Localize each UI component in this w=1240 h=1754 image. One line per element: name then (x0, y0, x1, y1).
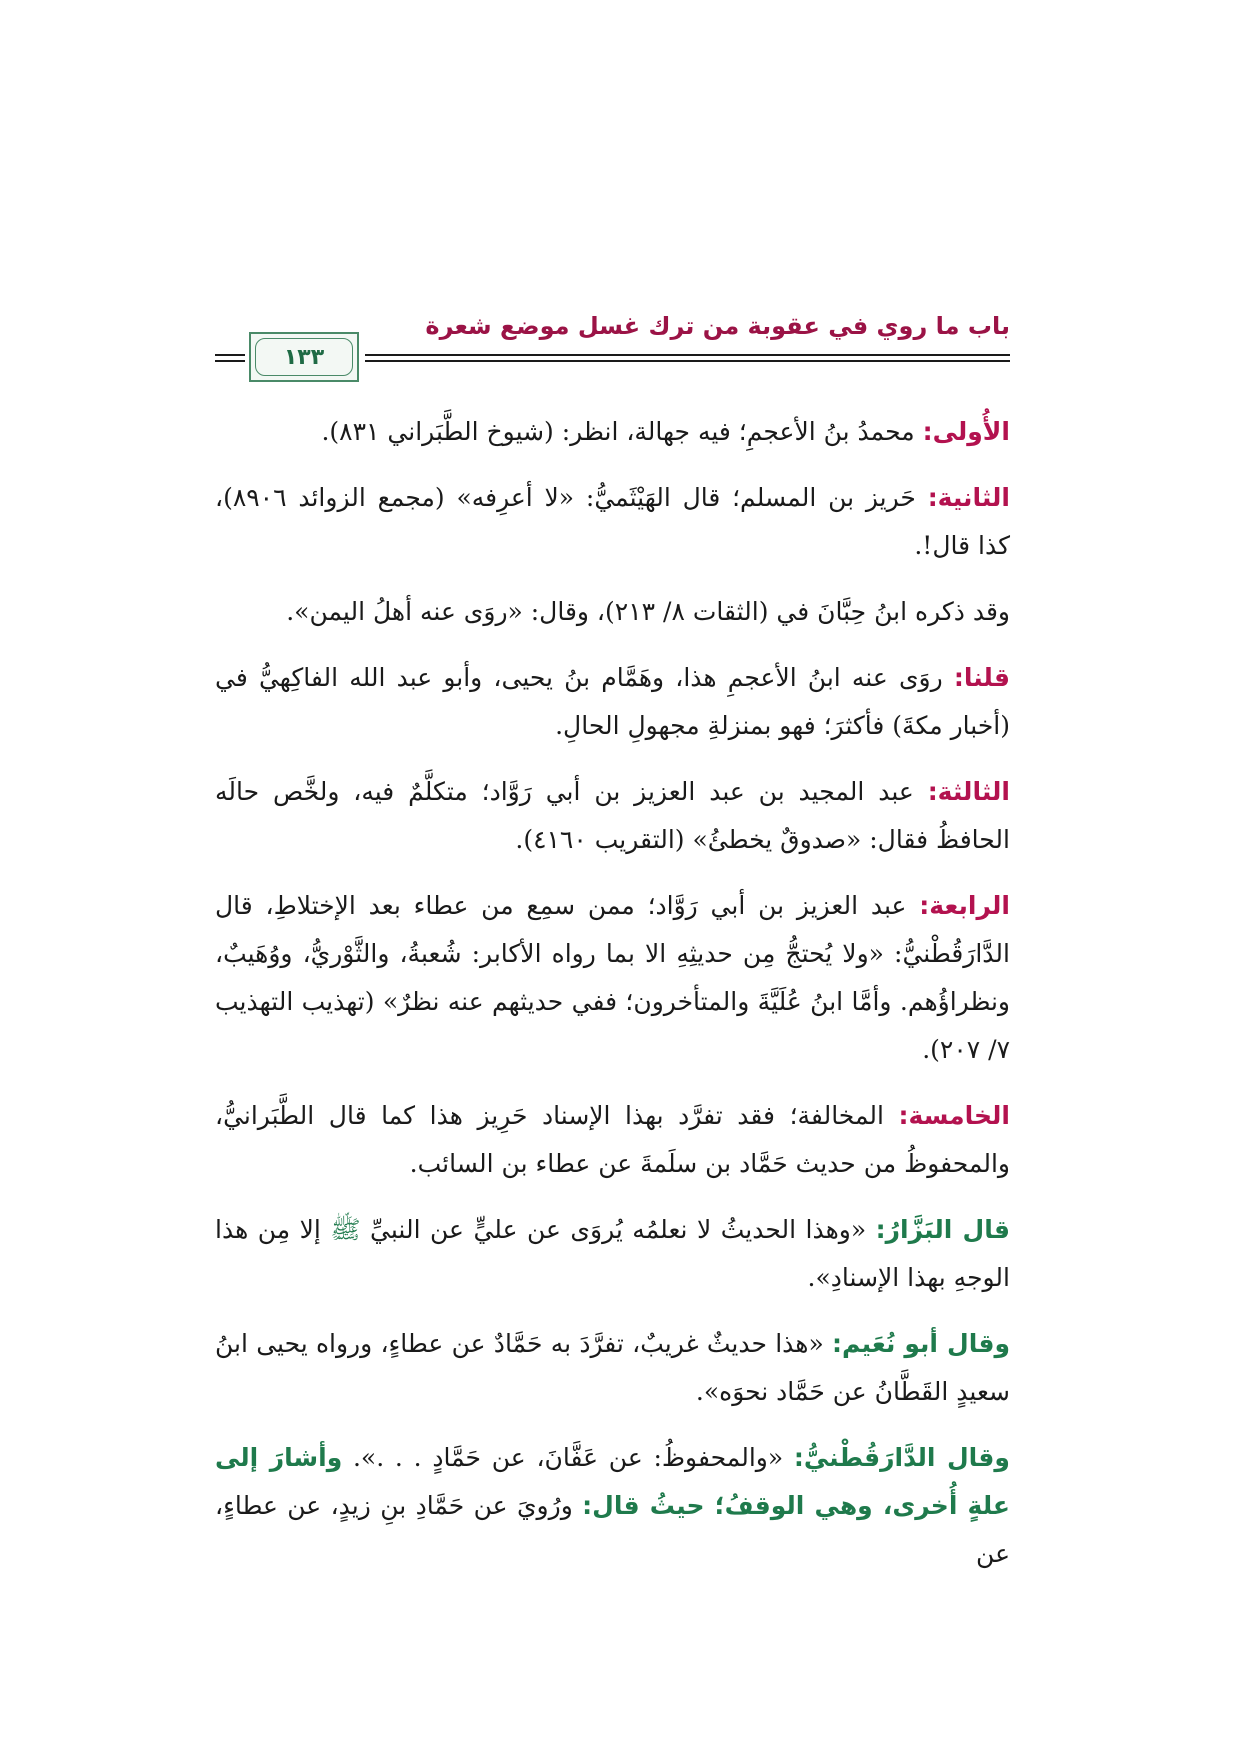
paragraph-text: عبد المجيد بن عبد العزيز بن أبي رَوَّاد؛ متكلَّمٌ فيه، ولخَّص حالَه الحافظُ فقال: «صدوقٌ يخطئُ» (التقريب ٤١٦٠). (215, 777, 1010, 854)
quote-bazzar (215, 1206, 1010, 1302)
salawat-glyph: ﷺ (330, 1215, 361, 1244)
header-rule-left-bottom (215, 360, 245, 362)
quote-label: وقال أبو نُعَيم: (832, 1329, 1010, 1358)
quote-abu-nuaym (215, 1320, 1010, 1416)
quote-text: «هذا حديثٌ غريبٌ، تفرَّدَ به حَمَّادٌ عن عطاءٍ، ورواه يحيى ابنُ سعيدٍ القَطَّانُ عن حَمَّاد نحوَه». (215, 1329, 1010, 1406)
quote-label: قال البَزَّارُ: (875, 1215, 1011, 1244)
paragraph-text: المخالفة؛ فقد تفرَّد بهذا الإسناد حَرِيز هذا كما قال الطَّبَرانيُّ، والمحفوظُ من حديث حَمَّاد بن سلَمةَ عن عطاء بن السائب. (215, 1101, 1010, 1178)
running-title: باب ما روي في عقوبة من ترك غسل موضع شعرة (425, 312, 1010, 340)
body-text (215, 408, 1010, 1596)
header-rule-bottom (365, 360, 1010, 362)
paragraph-qulna (215, 654, 1010, 750)
header-rule-left-top (215, 354, 245, 356)
paragraph-ibn-hibban (215, 588, 1010, 636)
quote-daraqutni (215, 1434, 1010, 1578)
page-number: ١٣٣ (283, 344, 325, 370)
paragraph-label: قلنا: (953, 663, 1010, 692)
quote-text: «والمحفوظُ: عن عَفَّانَ، عن حَمَّادٍ . . .». (342, 1443, 794, 1472)
paragraph-text: وقد ذكره ابنُ حِبَّانَ في (الثقات ٨/ ٢١٣)، وقال: «روَى عنه أهلُ اليمن». (286, 597, 1010, 626)
page-header (215, 312, 1010, 382)
paragraph-first (215, 408, 1010, 456)
paragraph-fifth (215, 1092, 1010, 1188)
paragraph-third (215, 768, 1010, 864)
quote-text: «وهذا الحديثُ لا نعلمُه يُروَى عن عليٍّ عن النبيِّ (360, 1215, 876, 1244)
paragraph-fourth (215, 882, 1010, 1074)
paragraph-text: روَى عنه ابنُ الأعجمِ هذا، وهَمَّام بنُ يحيى، وأبو عبد الله الفاكِهيُّ في (أخبار مكةَ) فأكثرَ؛ فهو بمنزلةِ مجهولِ الحالِ. (215, 663, 1010, 740)
paragraph-text: عبد العزيز بن أبي رَوَّاد؛ ممن سمِع من عطاء بعد الإختلاطِ، قال الدَّارَقُطْنيُّ: «ولا يُحتجُّ مِن حديثِهِ الا بما رواه الأكابر: شُعبةُ، والثَّوْريُّ، ووُهَيبٌ، ونظراؤُهم. وأمَّا ابنُ عُلَيَّةَ والمتأخرون؛ ففي حديثهم عنه نظرٌ» (تهذيب التهذيب ٧/ ٢٠٧). (215, 891, 1010, 1064)
paragraph-label: الثانية: (927, 483, 1010, 512)
paragraph-label: الأُولى: (922, 417, 1010, 446)
quote-highlight: وأشارَ إلى علةٍ أُخرى، وهي الوقفُ؛ حيثُ قال: (215, 1443, 1010, 1520)
quote-text: ورُويَ عن حَمَّادِ بنِ زيدٍ، عن عطاءٍ، عن (215, 1491, 1010, 1568)
quote-label: وقال الدَّارَقُطْنيُّ: (793, 1443, 1010, 1472)
paragraph-second (215, 474, 1010, 570)
quote-text: إلا مِن هذا الوجهِ بهذا الإسنادِ». (215, 1215, 1010, 1292)
paragraph-label: الخامسة: (898, 1101, 1010, 1130)
page-number-frame (249, 332, 359, 382)
paragraph-text: حَريز بن المسلم؛ قال الهَيْثَميُّ: «لا أعرِفه» (مجمع الزوائد ٨٩٠٦)، كذا قال!. (215, 483, 1010, 560)
paragraph-text: محمدُ بنُ الأعجمِ؛ فيه جهالة، انظر: (شيوخ الطَّبَراني ٨٣١). (321, 417, 923, 446)
paragraph-label: الرابعة: (919, 891, 1010, 920)
header-rule-top (365, 354, 1010, 356)
paragraph-label: الثالثة: (927, 777, 1010, 806)
